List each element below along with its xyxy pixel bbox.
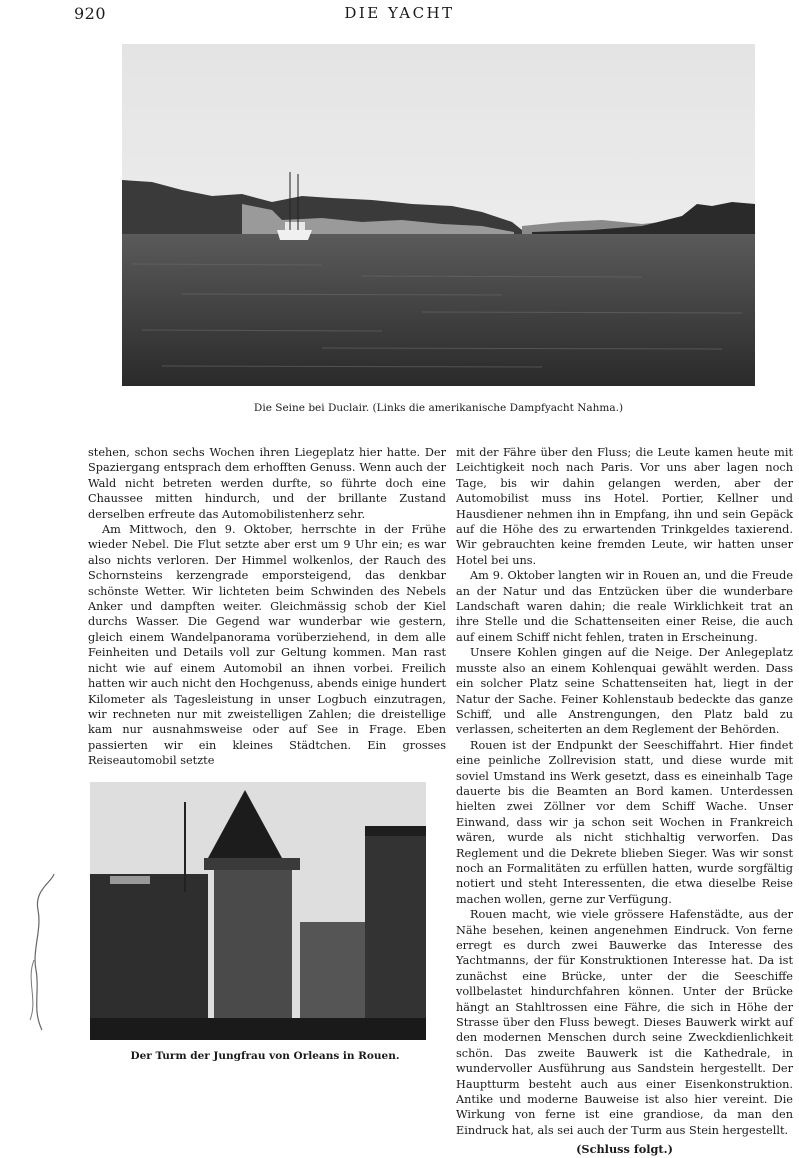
paragraph: Rouen ist der Endpunkt der Seeschiffahrt. Hier findet eine peinliche Zollrevision statt, und diese wurde mit soviel Umstand ins Werk gesetzt, dass es eineinhalb Tage dauerte bis die Beamten an Bord kamen. Unterdessen hielten zwei Zöllner vor dem Schiff Wache. Unser Einwand, dass wir ja schon seit Wochen in Frankreich wären, wurde als nicht stichhaltig verworfen. Das Reglement und die Dekrete blieben Sieger. Was wir sonst noch an Formalitäten zu erfüllen hatten, wurde sorgfältig notiert und steht Interessenten, die etwa dieselbe Reise machen wollen, gerne zur Verfügung. (456, 738, 793, 906)
running-title: DIE YACHT (344, 4, 455, 22)
right-column (456, 445, 793, 1158)
figure-caption-seine: Die Seine bei Duclair. (Links die amerikanische Dampfyacht Nahma.) (253, 402, 624, 414)
paragraph: stehen, schon sechs Wochen ihren Liegeplatz hier hatte. Der Spaziergang entsprach dem erhofften Genuss. Wenn auch der Wald nicht betreten werden durfte, so führte doch eine Chaussee mitten hindurch, und der brillante Zustand derselben erfreute das Automobilistenherz sehr. (88, 446, 446, 521)
paragraph: mit der Fähre über den Fluss; die Leute kamen heute mit Leichtigkeit noch nach Paris. Vor uns aber lagen noch Tage, bis wir dahin gelangen werden, aber der Automobilist muss ins Hotel. Portier, Kellner und Hausdiener nehmen ihn in Empfang, ihn und sein Gepäck auf die Höhe des zu erwartenden Trinkgeldes taxierend. Wir gebrauchten keine fremden Leute, wir hatten unser Hotel bei uns. (456, 446, 793, 567)
closing-note: (Schluss folgt.) (576, 1142, 673, 1157)
paragraph: Am 9. Oktober langten wir in Rouen an, und die Freude an der Natur und das Entzücken über die wunderbare Landschaft waren dahin; die reale Wirklichkeit trat an ihre Stelle und die Schattenseiten einer Reise, die auch auf einem Schiff nicht fehlen, traten in Erscheinung. (456, 569, 793, 644)
paragraph: Am Mittwoch, den 9. Oktober, herrschte in der Frühe wieder Nebel. Die Flut setzte aber erst um 9 Uhr ein; es war also nichts verloren. Der Himmel wolkenlos, der Rauch des Schornsteins kerzengrade emporsteigend, das denkbar schönste Wetter. Wir lichteten beim Schwinden des Nebels Anker und dampften weiter. Gleichmässig schob der Kiel durchs Wasser. Die Gegend war wunderbar wie gestern, gleich einem Wandelpanorama vorüberziehend, in dem alle Feinheiten und Details voll zur Geltung kommen. Man rast nicht wie auf einem Automobil an ihnen vorbei. Freilich hatten wir auch nicht den Hochgenuss, abends einige hundert Kilometer als Tagesleistung in unser Logbuch einzutragen, wir rechneten nur mit zweistelligen Zahlen; die dreistellige kam nur ausnahmsweise oder auf See in Frage. Eben passierten wir ein kleines Städtchen. Ein grosses Reiseautomobil setzte (88, 523, 446, 768)
paragraph: Rouen macht, wie viele grössere Hafenstädte, aus der Nähe besehen, keinen angenehmen Eindruck. Von ferne erregt es durch zwei Bauwerke das Interesse des Yachtmanns, der für Konstruktionen Interesse hat. Da ist zunächst eine Brücke, unter der die Seeschiffe vollbelastet hindurchfahren können. Unter der Brücke hängt an Stahltrossen eine Fähre, die sich in Höhe der Strasse über den Fluss bewegt. Dieses Bauwerk wirkt auf den modernen Menschen durch seine Zweckdienlichkeit schön. Das zweite Bauwerk ist die Kathedrale, in wundervoller Ausführung aus Sandstein hergestellt. Der Hauptturm besteht auch aus einer Eisenkonstruktion. Antike und moderne Bauweise ist also hier vereint. Die Wirkung von ferne ist eine grandiose, da man den Eindruck hat, als sei auch der Turm aus Stein hergestellt. (456, 908, 793, 1137)
seine-photo (122, 44, 755, 386)
page-number: 920 (74, 4, 107, 23)
tower-photo (90, 782, 426, 1040)
margin-scribble (12, 870, 62, 1040)
paragraph: Unsere Kohlen gingen auf die Neige. Der Anlegeplatz musste also an einem Kohlenquai gewählt werden. Dass ein solcher Platz seine Schattenseiten hat, liegt in der Natur der Sache. Feiner Kohlenstaub bedeckte das ganze Schiff, und alle Anstrengungen, den Platz bald zu verlassen, scheiterten an dem Reglement der Behörden. (456, 646, 793, 737)
figure-caption-tower: Der Turm der Jungfrau von Orleans in Rouen. (130, 1050, 400, 1062)
left-column (88, 445, 446, 769)
